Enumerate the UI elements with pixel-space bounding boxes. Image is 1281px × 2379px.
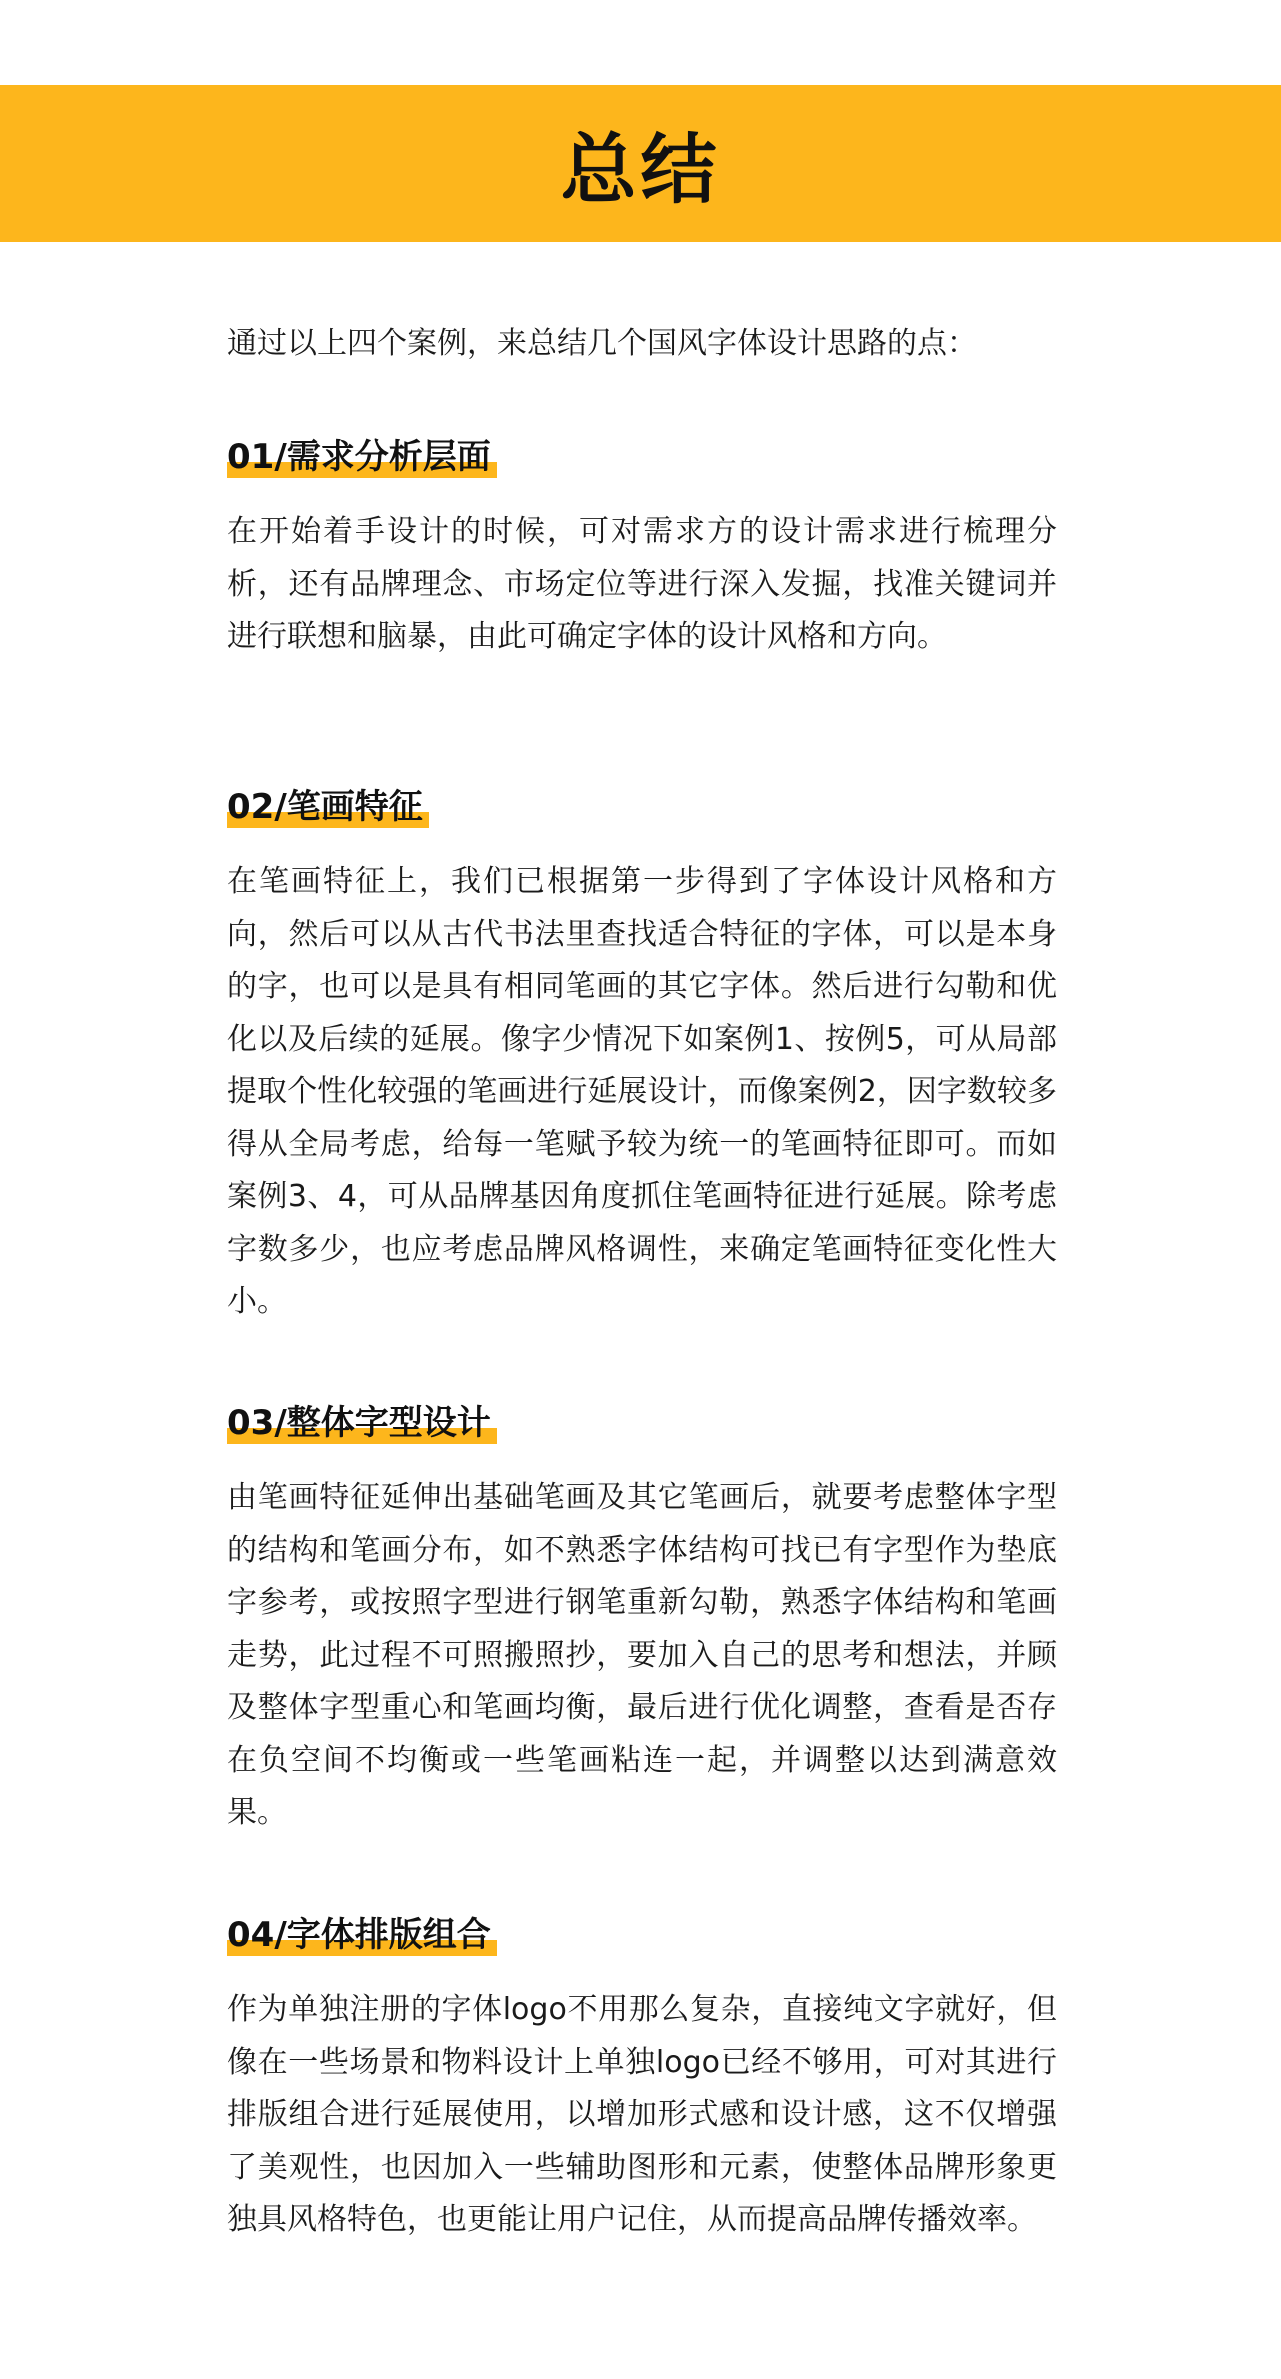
section-heading: 04/字体排版组合	[227, 1910, 491, 1960]
page-title: 总结	[560, 125, 721, 214]
section-typography-layout	[227, 1910, 1057, 2247]
section-body: 在笔画特征上，我们已根据第一步得到了字体设计风格和方向，然后可以从古代书法里查找适合特征的字体，可以是本身的字，也可以是具有相同笔画的其它字体。然后进行勾勒和优化以及后续的延展。像字少情况下如案例1、按例5，可从局部提取个性化较强的笔画进行延展设计，而像案例2，因字数较多得从全局考虑，给每一笔赋予较为统一的笔画特征即可。而如案例3、4，可从品牌基因角度抓住笔画特征进行延展。除考虑字数多少，也应考虑品牌风格调性，来确定笔画特征变化性大小。	[227, 864, 1057, 1319]
section-overall-glyph-design	[227, 1398, 1057, 1840]
title-banner	[0, 85, 1281, 242]
intro-paragraph: 通过以上四个案例，来总结几个国风字体设计思路的点：	[227, 326, 977, 361]
section-heading: 01/需求分析层面	[227, 432, 491, 482]
section-requirements-analysis	[227, 432, 1057, 664]
section-body: 由笔画特征延伸出基础笔画及其它笔画后，就要考虑整体字型的结构和笔画分布，如不熟悉字体结构可找已有字型作为垫底字参考，或按照字型进行钢笔重新勾勒，熟悉字体结构和笔画走势，此过程不可照搬照抄，要加入自己的思考和想法，并顾及整体字型重心和笔画均衡，最后进行优化调整，查看是否存在负空间不均衡或一些笔画粘连一起，并调整以达到满意效果。	[227, 1480, 1057, 1830]
section-body: 在开始着手设计的时候，可对需求方的设计需求进行梳理分析，还有品牌理念、市场定位等进行深入发掘，找准关键词并进行联想和脑暴，由此可确定字体的设计风格和方向。	[227, 514, 1057, 654]
section-heading: 02/笔画特征	[227, 782, 423, 832]
section-heading: 03/整体字型设计	[227, 1398, 491, 1448]
section-body: 作为单独注册的字体logo不用那么复杂，直接纯文字就好，但像在一些场景和物料设计上单独logo已经不够用，可对其进行排版组合进行延展使用，以增加形式感和设计感，这不仅增强了美观性，也因加入一些辅助图形和元素，使整体品牌形象更独具风格特色，也更能让用户记住，从而提高品牌传播效率。	[227, 1992, 1057, 2237]
section-stroke-features	[227, 782, 1057, 1329]
